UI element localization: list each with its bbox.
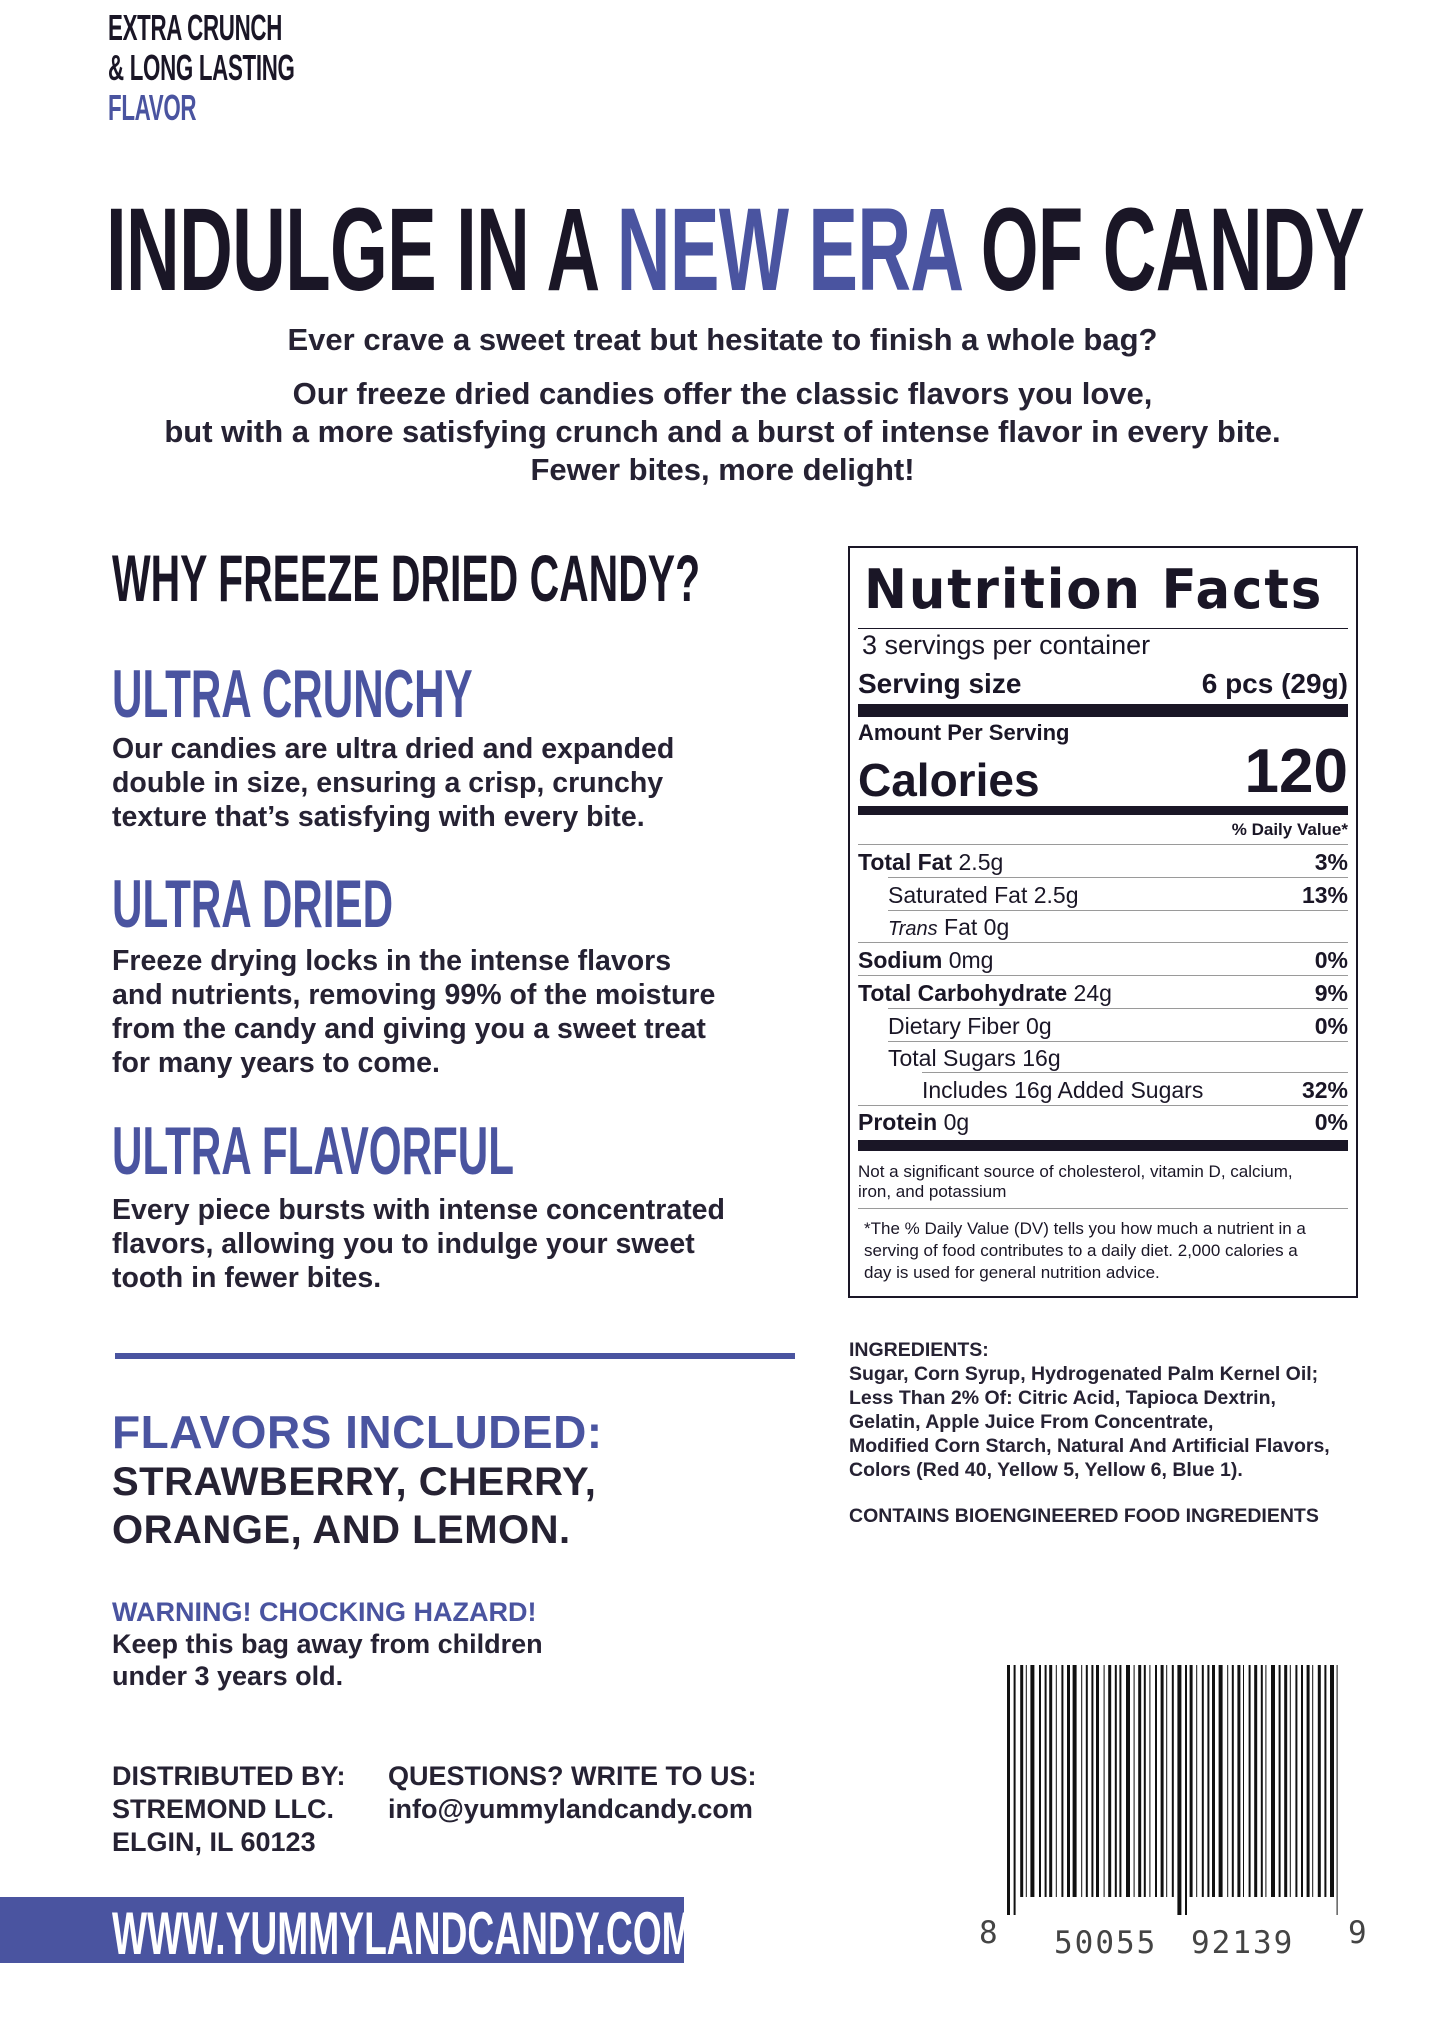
barcode-left-digit: 8 (979, 1915, 1000, 1951)
tagline-line-1: EXTRA CRUNCH (108, 7, 283, 48)
barcode-bar (1265, 1665, 1266, 1897)
nf-amount: 2.5g (958, 849, 1004, 875)
nf-dv: 32% (1301, 1077, 1348, 1103)
barcode-bar (1301, 1665, 1303, 1897)
nf-dv-header-text: % Daily Value* (1231, 820, 1348, 839)
barcode-bar (1155, 1665, 1157, 1897)
nf-row-total-carb (858, 980, 1348, 1007)
ingredients-line: Gelatin, Apple Juice From Concentrate, (849, 1411, 1214, 1433)
ingredients-list (849, 1362, 1330, 1482)
nf-note-line: Not a significant source of cholesterol, vitamin D, calcium, (858, 1162, 1293, 1181)
section-divider (115, 1353, 795, 1359)
nf-thin-rule (888, 1008, 1348, 1009)
barcode-bar (1014, 1665, 1016, 1915)
barcode-bar (1115, 1665, 1117, 1897)
barcode-bar (1330, 1665, 1334, 1897)
text-line: for many years to come. (112, 1047, 440, 1079)
tagline (108, 8, 409, 128)
nf-note-line: iron, and potassium (858, 1182, 1007, 1201)
nf-thin-rule (858, 1105, 1348, 1106)
nf-label: Saturated Fat 2.5g (888, 882, 1079, 908)
ingredients-title: INGREDIENTS: (849, 1339, 989, 1361)
barcode-bar (1026, 1665, 1027, 1897)
barcode-bar (1108, 1665, 1111, 1897)
text-line: from the candy and giving you a sweet treat (112, 1013, 706, 1045)
barcode-bar (1202, 1665, 1204, 1897)
warning-line-1: Keep this bag away from children (112, 1629, 543, 1659)
nf-dv: 0% (1314, 1109, 1348, 1135)
nf-thick-rule (858, 704, 1348, 717)
barcode-bar (1324, 1665, 1326, 1897)
text-line: Freeze drying locks in the intense flavors (112, 945, 672, 977)
distributor-block (112, 1760, 346, 1859)
barcode-bar (1166, 1665, 1167, 1897)
flavors-line-2: ORANGE, AND LEMON. (112, 1508, 571, 1552)
barcode-bar (1134, 1665, 1135, 1897)
nf-row-protein (858, 1109, 1348, 1136)
intro-line-3: Fewer bites, more delight! (530, 452, 915, 487)
nf-amount: Fat 0g (944, 914, 1010, 940)
nf-medium-rule (858, 806, 1348, 815)
nf-dv: 13% (1301, 882, 1348, 908)
barcode-bar (1030, 1665, 1034, 1897)
nf-label: Dietary Fiber 0g (888, 1013, 1052, 1039)
section-heading-crunchy: ULTRA CRUNCHY (112, 656, 473, 732)
ingredients-line: Modified Corn Starch, Natural And Artificial Flavors, (849, 1435, 1330, 1457)
barcode-bar (1149, 1665, 1150, 1897)
barcode-bar (1249, 1665, 1251, 1897)
section-heading-flavorful: ULTRA FLAVORFUL (112, 1113, 515, 1189)
nf-dv: 0% (1314, 947, 1348, 973)
nf-row-added-sugars (858, 1077, 1348, 1104)
nf-amount: 0g (943, 1109, 970, 1135)
nf-row-fiber (858, 1013, 1348, 1040)
intro-line-2: but with a more satisfying crunch and a burst of intense flavor in every bite. (164, 414, 1281, 449)
barcode-bar (1207, 1665, 1209, 1897)
nf-row-sat-fat (858, 882, 1348, 909)
nf-dv: 0% (1314, 1013, 1348, 1039)
headline (106, 185, 1364, 315)
barcode-bar (1307, 1665, 1310, 1897)
barcode-bar (1039, 1665, 1041, 1897)
text-line: flavors, allowing you to indulge your sweet (112, 1228, 695, 1260)
nf-amount: 24g (1073, 980, 1112, 1006)
nf-thin-rule (888, 1041, 1348, 1042)
barcode-bar (1161, 1665, 1164, 1897)
contact-block (388, 1760, 757, 1826)
section-text-dried (112, 944, 812, 1080)
barcode-bar (1144, 1665, 1146, 1897)
barcode-bar (1067, 1665, 1070, 1897)
barcode-bar (1172, 1665, 1174, 1897)
warning-line-2: under 3 years old. (112, 1661, 344, 1691)
barcode-bar (1073, 1665, 1077, 1897)
website-link[interactable]: WWW.YUMMYLANDCANDY.COM (112, 1900, 693, 1967)
nf-note-1 (858, 1162, 1348, 1202)
nf-dv: 3% (1314, 849, 1348, 875)
barcode-bar (1086, 1665, 1088, 1897)
barcode-bar (1091, 1665, 1093, 1897)
section-heading-dried: ULTRA DRIED (112, 866, 394, 942)
warning-text (112, 1628, 632, 1692)
text-line: Our candies are ultra dried and expanded (112, 733, 675, 765)
nf-thin-rule (858, 942, 1348, 943)
barcode-bar (1295, 1665, 1297, 1897)
text-line: double in size, ensuring a crisp, crunchy (112, 767, 664, 799)
nf-row-sugars (858, 1045, 1348, 1072)
flavors-list (112, 1458, 596, 1554)
barcode-bar (1056, 1665, 1057, 1897)
barcode-bar (1081, 1665, 1082, 1897)
nf-thin-rule (858, 975, 1348, 976)
headline-part-1: INDULGE IN A (106, 184, 617, 316)
text-line: tooth in fewer bites. (112, 1262, 382, 1294)
nf-note-2 (858, 1218, 1348, 1284)
nf-label: Protein (858, 1109, 938, 1135)
nf-dv: 9% (1314, 980, 1348, 1006)
ingredients-line: Sugar, Corn Syrup, Hydrogenated Palm Kernel Oil; (849, 1363, 1319, 1385)
barcode-bar (1284, 1665, 1287, 1897)
ingredients-line: Less Than 2% Of: Citric Acid, Tapioca Dextrin, (849, 1387, 1276, 1409)
barcode-group-2: 92139 (1191, 1925, 1295, 1961)
barcode-bar (1061, 1665, 1063, 1897)
barcode-bar (1279, 1665, 1281, 1897)
flavors-title: FLAVORS INCLUDED: (112, 1406, 603, 1458)
nf-label: Total Sugars 16g (888, 1045, 1061, 1071)
text-line: Every piece bursts with intense concentrated (112, 1194, 725, 1226)
barcode-bar (1254, 1665, 1257, 1897)
nutrition-facts-panel (848, 546, 1358, 1298)
nf-label: Total Fat (858, 849, 953, 875)
why-title: WHY FREEZE DRIED CANDY? (112, 541, 701, 615)
barcode-bar (1020, 1665, 1023, 1897)
intro-question: Ever crave a sweet treat but hesitate to finish a whole bag? (287, 322, 1158, 357)
nf-serving-size (858, 668, 1348, 700)
barcode-bar (1312, 1665, 1313, 1897)
flavors-line-1: STRAWBERRY, CHERRY, (112, 1460, 597, 1504)
section-text-crunchy (112, 732, 812, 834)
barcode-bar (1126, 1665, 1130, 1897)
barcode-bar (1261, 1665, 1263, 1897)
barcode-right-digit: 9 (1348, 1915, 1369, 1951)
nf-servings-text: 3 servings per container (862, 630, 1151, 660)
nf-calories-label: Calories (858, 754, 1040, 806)
barcode-bar (1318, 1665, 1321, 1897)
nf-label: Total Carbohydrate (858, 980, 1068, 1006)
nf-note-line: serving of food contributes to a daily diet. 2,000 calories a (864, 1241, 1298, 1260)
text-line: and nutrients, removing 99% of the moisture (112, 979, 716, 1011)
barcode-bar (1232, 1665, 1234, 1897)
nf-row-total-fat (858, 849, 1348, 876)
distributor-line-2: ELGIN, IL 60123 (112, 1827, 316, 1857)
barcode-bar (1212, 1665, 1215, 1897)
nf-note-line: day is used for general nutrition advice. (864, 1263, 1160, 1282)
barcode-bar (1227, 1665, 1228, 1897)
barcode-bar (1237, 1665, 1240, 1897)
barcode-bar (1177, 1665, 1181, 1915)
nf-calories (858, 736, 1348, 807)
barcode-group-1: 50055 (1054, 1925, 1158, 1961)
nf-dv-header (858, 820, 1348, 840)
nf-serving-size-value: 6 pcs (29g) (1201, 668, 1348, 699)
barcode-bar (1049, 1665, 1052, 1897)
contact-title: QUESTIONS? WRITE TO US: (388, 1761, 757, 1791)
nutrition-facts-title: Nutrition Facts (864, 558, 1324, 621)
intro-line-1: Our freeze dried candies offer the classic flavors you love, (292, 376, 1153, 411)
warning-title: WARNING! CHOCKING HAZARD! (112, 1597, 537, 1627)
tagline-line-2: & LONG LASTING (108, 47, 295, 88)
barcode-bar (1119, 1665, 1121, 1897)
barcode-bar (1007, 1665, 1010, 1915)
barcode-bar (1045, 1665, 1047, 1897)
barcode-bar (1271, 1665, 1275, 1897)
headline-part-3: OF CANDY (960, 184, 1364, 316)
section-text-flavorful (112, 1193, 812, 1295)
nf-thick-rule-bottom (858, 1140, 1348, 1151)
nf-label: Trans (888, 918, 938, 940)
nf-thin-rule (888, 910, 1348, 911)
barcode-bar (1104, 1665, 1105, 1897)
nf-label: Includes 16g Added Sugars (922, 1077, 1204, 1103)
nf-amount: 0mg (948, 947, 994, 973)
nf-label: Sodium (858, 947, 943, 973)
tagline-line-3: FLAVOR (108, 87, 197, 128)
distributor-title: DISTRIBUTED BY: (112, 1761, 346, 1791)
barcode (979, 1665, 1369, 1965)
barcode-bar (1243, 1665, 1244, 1897)
ingredients-line: Colors (Red 40, Yellow 5, Yellow 6, Blue 1). (849, 1459, 1243, 1481)
contact-email[interactable]: info@yummylandcandy.com (388, 1794, 753, 1824)
nf-thin-rule (888, 877, 1348, 878)
barcode-bar (1096, 1665, 1099, 1897)
barcode-bar (1219, 1665, 1223, 1897)
barcode-bar (1185, 1665, 1187, 1915)
nf-row-trans-fat (858, 914, 1348, 941)
nf-rule (858, 628, 1348, 629)
barcode-bar (1337, 1665, 1338, 1915)
barcode-bar (1138, 1665, 1141, 1897)
headline-part-2: NEW ERA (616, 184, 961, 316)
barcode-bars (1005, 1665, 1345, 1915)
nf-amount-label: Amount Per Serving (858, 720, 1070, 745)
bioengineered-notice: CONTAINS BIOENGINEERED FOOD INGREDIENTS (849, 1505, 1319, 1527)
nf-thin-rule (858, 1208, 1348, 1209)
nf-row-sodium (858, 947, 1348, 974)
distributor-line-1: STREMOND LLC. (112, 1794, 334, 1824)
nf-calories-value: 120 (1244, 737, 1348, 806)
nf-serving-size-label: Serving size (858, 668, 1022, 699)
barcode-bar (1190, 1665, 1193, 1897)
barcode-bar (1290, 1665, 1291, 1897)
nf-thin-rule (922, 1072, 1348, 1073)
nf-servings (858, 630, 1348, 661)
nf-note-line: *The % Daily Value (DV) tells you how much a nutrient in a (864, 1219, 1306, 1238)
nf-thin-rule (858, 844, 1348, 845)
barcode-bar (1196, 1665, 1197, 1897)
text-line: texture that’s satisfying with every bite. (112, 801, 645, 833)
